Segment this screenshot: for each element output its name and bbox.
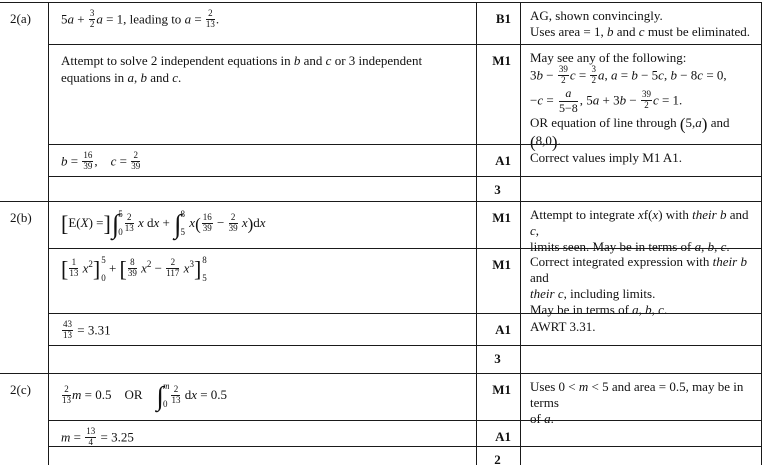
- comment-line: AWRT 3.31.: [530, 319, 596, 334]
- comment-cell: [521, 420, 762, 446]
- working-cell: $\frac{2}{13}$ m = 0.5 OR ∫ m 0 $\frac{2}{13}$ dx = 0.5: [49, 374, 477, 420]
- comment-cell: [521, 313, 762, 345]
- comment-line: their c, including limits.: [530, 286, 656, 301]
- mark-cell: M1: [477, 44, 521, 144]
- question-label: 2(c): [0, 374, 49, 465]
- total-marks: 2: [477, 446, 521, 465]
- total-marks: 3: [477, 345, 521, 373]
- comment-line: 3b − $\frac{39}{2}$ c = $\frac{3}{2}$ a, a = b − 5c, b − 8c = 0,: [530, 64, 727, 85]
- working-cell: b = $\frac{16}{39}$ , c = $\frac{2}{39}$: [49, 144, 477, 176]
- comment-cell: [521, 3, 762, 44]
- section-2b: [0, 202, 762, 374]
- comment-cell: [521, 446, 762, 465]
- working-cell: [49, 446, 477, 465]
- question-label: 2(b): [0, 202, 49, 373]
- comment-line: AG, shown convincingly.: [530, 8, 663, 23]
- working-cell: Attempt to solve 2 independent equations in b and c or 3 independent equations in a, b and c.: [49, 44, 477, 144]
- comment-line: Correct integrated expression with their b and: [530, 254, 747, 285]
- comment-cell: [521, 202, 762, 254]
- mark-cell: A1: [477, 313, 521, 345]
- comment-cell: [521, 144, 762, 176]
- mark-cell: A1: [477, 144, 521, 176]
- mark-cell: M1: [477, 202, 521, 248]
- comment-cell: [521, 345, 762, 373]
- comment-line: May see any of the following:: [530, 50, 687, 65]
- comment-cell: [521, 44, 762, 152]
- comment-cell: [521, 374, 762, 426]
- mark-cell: M1: [477, 248, 521, 313]
- section-2a: [0, 3, 762, 202]
- working-cell: [49, 345, 477, 373]
- working-cell: [E(X) =] ∫ 5 0 $\frac{2}{13}$ x dx + ∫ 8 5 x( $\frac{16}{39}$ − $\frac{2}{39}$ x)dx: [49, 202, 477, 248]
- mark-cell: M1: [477, 374, 521, 420]
- total-marks: 3: [477, 176, 521, 201]
- mark-scheme-table: [0, 2, 762, 465]
- comment-line: Uses 0 < m < 5 and area = 0.5, may be in terms: [530, 379, 744, 410]
- comment-line: of a.: [530, 411, 554, 426]
- mark-cell: B1: [477, 3, 521, 44]
- comment-line: Uses area = 1, b and c must be eliminated.: [530, 24, 750, 39]
- working-cell: 5a + $\frac{3}{2}$ a = 1, leading to a = $\frac{2}{13}$ .: [49, 3, 477, 44]
- section-2c: [0, 374, 762, 465]
- working-cell: $\frac{43}{13}$ = 3.31: [49, 313, 477, 345]
- comment-line: Correct values imply M1 A1.: [530, 150, 683, 165]
- comment-cell: [521, 248, 762, 317]
- question-label: 2(a): [0, 3, 49, 201]
- working-cell: [49, 176, 477, 201]
- comment-line: Attempt to integrate xf(x) with their b and c,: [530, 207, 749, 238]
- comment-line: OR equation of line through (5,a) and (8,0).: [530, 114, 730, 152]
- comment-cell: [521, 176, 762, 201]
- comment-line: limits seen. May be in terms of a, b, c.: [530, 239, 730, 254]
- working-cell: m = $\frac{13}{4}$ = 3.25: [49, 420, 477, 446]
- mark-cell: A1: [477, 420, 521, 446]
- working-cell: [ $\frac{1}{13}$ $x^2$] 5 0 + [ $\frac{8}{39}$ $x^2$ − $\frac{2}{117}$ $x^3$] 8 5: [49, 248, 477, 313]
- comment-line: −c = $\frac{a}{5-8}$ , 5a + 3b − $\frac{39}{2}$ c = 1.: [530, 85, 683, 115]
- comment-line: May be in terms of a, b, c.: [530, 302, 668, 317]
